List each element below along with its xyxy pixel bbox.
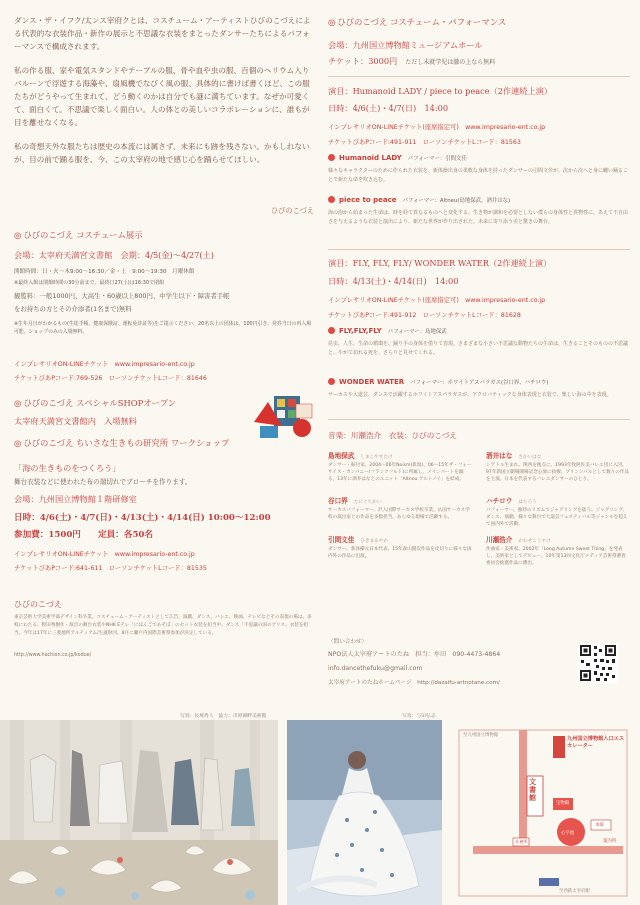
intro-paragraph-3: 私の奇想天外な服たちは歴史の本流には属さず、未来にも跡を残さない。かもしれないが、目の前で踊る服を、今、この太宰府の地で感じ心を踊らせてほしい。	[14, 141, 310, 164]
bullet-icon	[328, 196, 335, 203]
section-marker-icon: ◎	[14, 398, 22, 408]
photo2-caption: 写真：与田弘志	[402, 713, 436, 719]
fly-fly-fly-label: FLY,FLY,FLY パフォーマー：島地保武	[328, 327, 447, 335]
piece-to-peace-desc: 海の泡から始まった生命は、時を経て異なるものへと変化する。生き物が調和を必要としない僕らの身体性と異物性に、あえて不自由さを与えるような衣装と演出により、新たな世界が作り出された。未来に寄り添う美と驚きの舞台。	[328, 210, 629, 225]
profile-bio: 東京芸術大学美術学部デザイン科卒業。コスチューム・アーティストとして広告、演劇、ダンス、バレエ、映画、テレビなどその表現の場は、多岐にわたる。野田秀樹作・演出の舞台衣装やNHK Eテレ「にほんごであそぼ」のセット衣装を担当中。ダンス「不思議の国のアリス」衣装を担当。今年は17年に三菱地所アルティアム/生誕財団、8月に瀬戸内国際芸術祭参加が決定している。	[14, 615, 312, 636]
humanoid-lady-label: Humanoid LADY パフォーマー：引間文佳	[328, 154, 467, 162]
piece-to-peace-label: piece to peace パフォーマー：Altneu(島地保武、酒井はな)	[328, 196, 510, 204]
program2-date: 日時：4/13(土)・4/14(日) 14:00	[328, 276, 459, 286]
shop-section-title: ◎ ひびのこづえ スペシャルSHOPオープン	[14, 398, 177, 408]
map-label-archive: 文書館	[529, 778, 536, 802]
program1-ticket-online[interactable]: インプレサリオON-LINEチケット(座席指定可) www.impresario-ent.co.jp	[328, 124, 546, 131]
contact-email[interactable]: info.dancethefuku@gmail.com	[328, 665, 423, 672]
map-label-station: 至西鉄太宰府駅	[559, 889, 590, 894]
performance-ticket-note: ただし未就学児は膝の上なら無料	[405, 59, 496, 66]
contact-title: 〈問い合わせ〉	[328, 639, 368, 645]
costume-fee-line1: 観覧料：一般1000円、大高生・60歳以上800円、中学生以下・障害者手帳	[14, 292, 230, 300]
access-map	[453, 720, 633, 900]
costume-venue: 会場：太宰府天満宮文書館 会期：4/5(金)〜4/27(土)	[14, 250, 214, 260]
credits-costume: 衣装：ひびのこづえ	[388, 431, 457, 440]
performer-bio: ダンサー・振付家。2004〜06年Noism(新潟)、06〜15年ザ・フォーサイス・カンパニー(フランクフルト)に所属し、メインパートを踊る。13年に酒井はなとのユニット「Altneu アルトノイ」を結成。	[328, 463, 472, 483]
program2-ticket-codes: チケットぴあPコード:491-912 ローソンチケットLコード：81628	[328, 312, 521, 319]
workshop-ticket-online[interactable]: インプレサリオON-LINEチケット www.impresario-ent.co.jp	[14, 551, 195, 558]
costume-fee-line2: をお持ちの方とその介添者(1名まで)無料	[14, 305, 132, 313]
performer-reading: はちろう	[518, 500, 537, 505]
workshop-section-title: ◎ ひびのこづえ ちいさな生きもの研究所 ワークショップ	[14, 438, 230, 448]
qr-code-icon	[578, 643, 618, 683]
credits	[328, 430, 457, 441]
bullet-icon	[328, 327, 335, 334]
performer-reading: しまじやすたけ	[360, 455, 393, 460]
performer-bio: シアトル生まれ。関西を拠点に、1993年牧阿佐美バレエ団に入団。97年新国立劇場開場記念公演に抜擢。プリンシパルとして数々の作品を主演。日本を代表するバレエダンサーのひとり。	[486, 463, 630, 483]
map-label-museum-entrance: 九州国立博物館入口エスカレーター	[567, 736, 625, 749]
performer-bio: 作曲家・美術家。2002年「Long Autumn Sweet Thing」を発表し、美術家としてデビュー。10年第13回文化庁メディア芸術祭審査委員会推薦作品に選出。	[486, 547, 626, 567]
costume-hours: 開館時間：日・火〜木9:00〜16:30／金・土 9:00〜19:30 月曜休館	[14, 269, 195, 275]
performer-bio: サーカスパフォーマー。沢入国際サーカス学校卒業。仏国サーカス学校の演出家との作品を多数担当。あらゆる現場で活躍する。	[328, 508, 470, 521]
wonder-water-desc: サーカスや大道芸、ダンスで活躍するホワイトアスパラガスが、アクロバティックな身体表現と衣装で、楽しい海の中を表現。	[328, 392, 612, 398]
performance-section-title: ◎ ひびのこづえ コスチューム・パフォーマンス	[328, 17, 507, 27]
bullet-icon	[328, 154, 335, 161]
divider	[328, 249, 630, 250]
costume-fee-note: ※生年月日がわかるもの(生徒手帳、健康保険証、運転免許証等)をご提示ください。20名以上の団体は、100円引き。発券当日の再入場可能。ショップのみの入場無料。	[14, 321, 312, 335]
workshop-description: 舞台衣装などに使われた布の端切れでブローチを作ります。	[14, 478, 192, 486]
program2-title: 演目：FLY, FLY, FLY/ WONDER WATER（2作連続上演）	[328, 258, 552, 268]
map-label-pond: 心字池	[561, 831, 575, 836]
fly-fly-fly-desc: 昆虫、人生、生命の循環を、踊り手の身体を借りて表現。さまざまな小さい不思議な動物たちの生命は、生きることそのものの不思議と、やがて訪れる死を、さらりと見せてくれる。	[328, 341, 629, 356]
wonder-water-label: WONDER WATER パフォーマー：ホワイトアスパラガス(谷口界、ハチロウ)	[328, 378, 548, 386]
costume-ticket-online[interactable]: インプレサリオON-LINEチケット www.impresario-ent.co.jp	[14, 361, 195, 368]
section-marker-icon: ◎	[14, 438, 22, 448]
workshop-dates: 日時：4/6(土)・4/7(日)・4/13(土)・4/14(日) 10:00〜12:00	[14, 513, 271, 523]
intro-text	[14, 14, 314, 176]
costume-hours-note: ※最終入館は閉館時間の30分前まで。最終日27(土)は16:30で閉館	[14, 280, 165, 286]
map-label-office: 社務所	[515, 839, 528, 844]
shop-venue: 太宰府天満宮文書館内 入場無料	[14, 416, 137, 426]
performance-ticket: チケット：3000円 ただし未就学児は膝の上なら無料	[328, 56, 496, 66]
map-label-shrine: 本殿	[595, 823, 604, 828]
photo1-caption: 写真：長塚秀人 協力：市原湖畔美術館	[180, 713, 267, 719]
costume-section-title: ◎ ひびのこづえ コスチューム展示	[14, 230, 143, 240]
dancer-photo	[287, 720, 442, 905]
performer-name: 引間文佳 ひきまあやか	[328, 536, 388, 544]
intro-signature: ひびのこづえ	[271, 206, 314, 215]
workshop-ticket-codes: チケットぴあPコード:641-611 ローソンチケットLコード：81535	[14, 565, 207, 572]
performer-name: 川瀬浩介 かわせこうすけ	[486, 536, 551, 544]
profile-title: ひびのこづえ	[14, 600, 62, 609]
performer-name: 島地保武 しまじやすたけ	[328, 452, 393, 460]
bullet-icon	[328, 378, 335, 385]
map-label-info: 案内所	[603, 839, 617, 844]
contact-org: NPO法人太宰府アートのたね 担当：牟田 090-4473-4864	[328, 651, 501, 658]
performer-profile	[486, 534, 630, 568]
performer-name: ハチロウ はちろう	[486, 497, 537, 505]
performer-profile	[486, 450, 630, 484]
performer-name: 酒井はな さかいはな	[486, 452, 542, 460]
performance-venue: 会場：九州国立博物館ミュージアムホール	[328, 40, 483, 50]
performer-name: 谷口界 たにぐちかい	[328, 497, 382, 505]
workshop-subtitle: 「海の生きものをつくろう」	[14, 463, 121, 473]
workshop-fee: 参加費：1500円 定員：各50名	[14, 530, 154, 540]
performer-reading: さかいはな	[518, 455, 542, 460]
program1-title: 演目：Humanoid LADY / piece to peace（2作連続上演）	[328, 86, 553, 96]
performer-reading: かわせこうすけ	[518, 539, 551, 544]
performer-reading: ひきまあやか	[360, 539, 388, 544]
program1-ticket-codes: チケットぴあPコード:491-911 ローソンチケットLコード：81563	[328, 139, 521, 146]
profile-url[interactable]: http://www.hachion.co.jp/kodue/	[14, 653, 92, 658]
intro-paragraph-1: ダンス・ザ・イフク/太ンス宰府クとは、コスチューム・アーティストひびのこづえによる代表的な衣装作品・新作の展示と不思議な衣装をまとったダンサーたちによるパフォーマンスで構成されます。	[14, 16, 311, 52]
shop-goods-image	[252, 392, 318, 442]
performer-profile	[328, 450, 472, 484]
contact-homepage[interactable]: 太宰府アートのたねホームページ http://dazaifu-artnotane.com/	[328, 680, 500, 686]
map-label-to-museum: 至九州国立博物館	[463, 733, 499, 738]
costume-ticket-codes: チケットぴあPコード:769-526 ローソンチケットLコード：81646	[14, 375, 207, 382]
performer-profile	[328, 495, 472, 521]
performer-profile	[486, 495, 630, 529]
intro-paragraph-2: 私の作る服、家や電気スタンドやテーブルの服、骨や血や虫の服、百個のヘリウム入りバルーンで浮遊する海藻や、扇風機でなびく風の服、具体的に書けば書くほど、この服たちがどうやって生まれて、どう動くのかは自分でも謎に満ちています。なぜか可愛くて、面白くて。不思議で楽しく面白い。人の体との美しいコラボレーションに、誰もが目を離せなくなる。	[14, 65, 310, 128]
section-marker-icon: ◎	[328, 17, 336, 27]
performer-profile	[328, 534, 472, 560]
humanoid-lady-desc: 様々なキャラクターのために作られた衣装を、新体操出身の柔軟な身体を持ったダンサーの引間文佳が、次から次へと身に纏い踊ることで新たな命を吹き込む。	[328, 168, 628, 183]
map-label-treasury: 宝物殿	[556, 801, 570, 806]
workshop-venue: 会場：九州国立博物館１階研修室	[14, 494, 137, 504]
credits-music: 音楽：川瀬浩介	[328, 431, 382, 440]
exhibition-photo	[0, 720, 278, 905]
performer-bio: ダンサー。新体操元日本代表。15年森山開次作品を皮切りに様々な国内外の作品に出演。	[328, 547, 472, 560]
divider	[328, 419, 630, 420]
divider	[328, 76, 630, 77]
program2-ticket-online[interactable]: インプレサリオON-LINEチケット(座席指定可) www.impresario-ent.co.jp	[328, 297, 546, 304]
performer-reading: たにぐちかい	[353, 500, 382, 505]
section-marker-icon: ◎	[14, 230, 22, 240]
program1-date: 日時：4/6(土)・4/7(日) 14:00	[328, 103, 449, 113]
performer-bio: パフォーマー。独特のリズムでジャグリングを扱う。ジャグリング、ダンス、演劇、様々な舞台で大道芸フェスティバル等ジャンルを超えて国内外で活動。	[486, 508, 628, 528]
